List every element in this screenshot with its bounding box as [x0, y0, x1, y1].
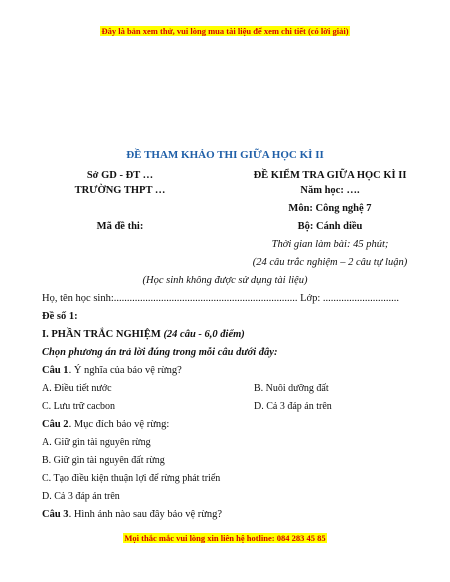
- section-heading: [42, 329, 245, 340]
- question-3-label: Câu 3: [42, 509, 69, 520]
- section-instruction: Chọn phương án trả lời đúng trong mỗi câu dưới đây:: [42, 347, 278, 358]
- question-1-label: Câu 1: [42, 365, 69, 376]
- exam-heading: ĐỀ KIỂM TRA GIỮA HỌC KÌ II: [253, 170, 407, 181]
- question-1-text: . Ý nghĩa của bảo vệ rừng?: [68, 365, 182, 376]
- question-3-text: . Hình ảnh nào sau đây bảo vệ rừng?: [68, 509, 223, 520]
- q1-option-c: C. Lưu trữ cacbon: [42, 401, 116, 412]
- time-allowed: Thời gian làm bài: 45 phút;: [271, 239, 389, 250]
- exam-number: Đề số 1:: [42, 311, 78, 322]
- hotline-notice-text: Mọi thắc mắc vui lòng xin liên hệ hotline: 084 283 45 85: [124, 533, 326, 543]
- department-label: Sở GD - ĐT …: [86, 170, 154, 181]
- q1-option-a: A. Điều tiết nước: [42, 383, 112, 394]
- preview-notice-text: Đây là bản xem thử, vui lòng mua tài liệu để xem chi tiết (có lời giải): [101, 26, 349, 36]
- q2-option-a: A. Giữ gìn tài nguyên rừng: [42, 437, 151, 448]
- document-title: ĐỀ THAM KHẢO THI GIỮA HỌC KÌ II: [126, 149, 324, 161]
- preview-notice-banner: [0, 26, 450, 36]
- question-structure: (24 câu trắc nghiệm – 2 câu tự luận): [252, 257, 408, 268]
- question-2: [42, 419, 169, 430]
- school-name: TRƯỜNG THPT …: [74, 185, 166, 196]
- section-points: (24 câu - 6,0 điểm): [163, 329, 245, 340]
- q2-option-d: D. Cả 3 đáp án trên: [42, 491, 120, 502]
- q1-option-d: D. Cả 3 đáp án trên: [254, 401, 332, 412]
- section-title: I. PHẦN TRẮC NGHIỆM: [42, 329, 161, 340]
- hotline-notice-banner: [0, 533, 450, 543]
- q2-option-c: C. Tạo điều kiện thuận lợi để rừng phát triển: [42, 473, 221, 484]
- student-info-line: Họ, tên học sinh:...................................................................... Lớp: .............................: [42, 293, 399, 304]
- subject: Môn: Công nghệ 7: [288, 203, 372, 214]
- textbook-series: Bộ: Cánh diều: [297, 221, 363, 232]
- q2-option-b: B. Giữ gìn tài nguyên đất rừng: [42, 455, 165, 466]
- school-year: Năm học: ….: [300, 185, 360, 196]
- q1-option-b: B. Nuôi dưỡng đất: [254, 383, 329, 394]
- materials-note: (Học sinh không được sử dụng tài liệu): [142, 275, 308, 286]
- question-1: [42, 365, 182, 376]
- exam-code-label: Mã đề thi:: [96, 221, 144, 232]
- question-2-text: . Mục đích bảo vệ rừng:: [68, 419, 170, 430]
- question-3: [42, 509, 222, 520]
- question-2-label: Câu 2: [42, 419, 69, 430]
